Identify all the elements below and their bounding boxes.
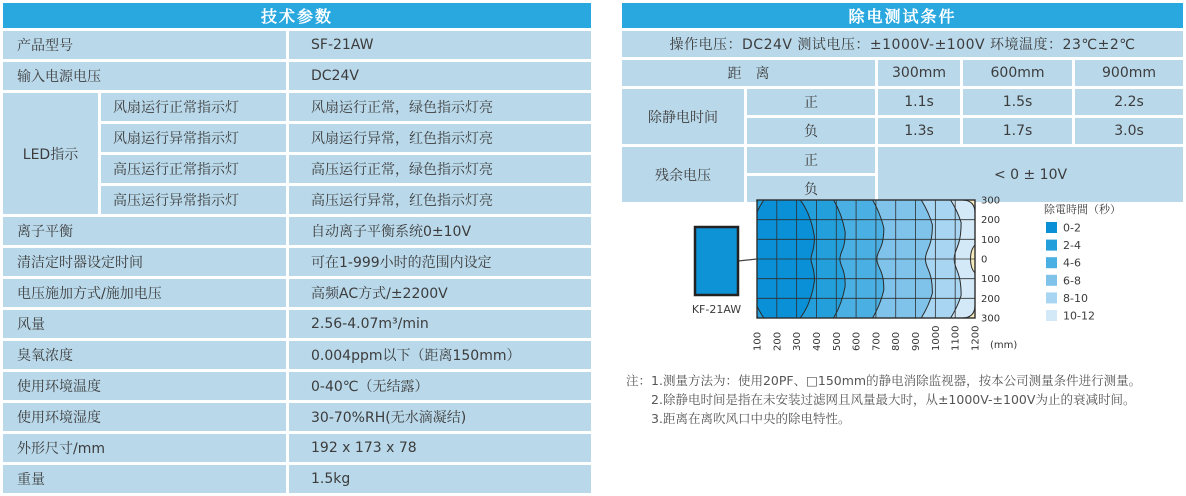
- x-tick-label: 700: [871, 331, 883, 351]
- param-value: 可在1-999小时的范围内设定: [289, 248, 591, 276]
- param-label: 电压施加方式/施加电压: [3, 279, 286, 307]
- distance-header-row: [622, 60, 1183, 86]
- legend-swatch-6-8: [1046, 275, 1057, 286]
- param-value: 0.004ppm以下（距离150mm）: [289, 341, 591, 369]
- notes-prefix: 注：: [626, 373, 652, 388]
- legend-label-6-8: 6-8: [1063, 274, 1081, 288]
- param-value: 高频AC方式/±2200V: [289, 279, 591, 307]
- note-line: 1.测量方法为：使用20PF、□150mm的静电消除监视器，按本公司测量条件进行测量。: [651, 373, 1142, 388]
- x-tick-label: 600: [851, 331, 863, 351]
- x-tick-label: 1000: [930, 325, 942, 351]
- time-pos-900: 2.2s: [1075, 89, 1183, 115]
- distance-label: 距 离: [622, 60, 875, 86]
- time-pos-600: 1.5s: [963, 89, 1072, 115]
- y-tick-label: 200: [981, 215, 1001, 227]
- x-tick-label: 100: [752, 331, 764, 351]
- legend-label-4-6: 4-6: [1063, 256, 1081, 270]
- legend-label-0-2: 0-2: [1063, 221, 1081, 235]
- x-tick-label: 300: [792, 331, 804, 351]
- param-value: 自动离子平衡系统0±10V: [289, 217, 591, 245]
- discharge-test-table: [619, 0, 1186, 205]
- spec-row: [3, 248, 591, 276]
- residual-polarity-negative: 负: [747, 176, 875, 202]
- discharge-time-label: 除静电时间: [622, 89, 744, 144]
- spec-row: [3, 217, 591, 245]
- param-group-label: LED指示: [3, 93, 98, 214]
- note-line: 3.距离在离吹风口中央的除电特性。: [651, 411, 851, 426]
- notes-lines: [651, 371, 1182, 428]
- legend-swatch-10-12: [1046, 310, 1057, 321]
- spec-row: [3, 403, 591, 431]
- param-value: 风扇运行异常，红色指示灯亮: [289, 124, 591, 152]
- y-tick-label: 300: [981, 195, 1001, 207]
- note-line: 2.除静电时间是指在未安装过滤网且风量最大时，从±1000V-±100V为止的衰减时间。: [651, 392, 1136, 407]
- spec-row: [3, 372, 591, 400]
- param-value: 0-40℃（无结露）: [289, 372, 591, 400]
- legend-swatch-4-6: [1046, 257, 1057, 268]
- spec-row: [3, 434, 591, 462]
- x-tick-label: 500: [831, 331, 843, 351]
- param-value: 30-70%RH(无水滴凝结): [289, 403, 591, 431]
- y-tick-label: 200: [981, 293, 1001, 305]
- param-label: 臭氧浓度: [3, 341, 286, 369]
- param-label: 重量: [3, 465, 286, 493]
- param-value: DC24V: [289, 62, 591, 90]
- param-sublabel: 高压运行正常指示灯: [101, 155, 286, 183]
- spec-row: [3, 279, 591, 307]
- time-neg-600: 1.7s: [963, 118, 1072, 144]
- param-label: 使用环境湿度: [3, 403, 286, 431]
- param-label: 使用环境温度: [3, 372, 286, 400]
- x-tick-label: 200: [772, 331, 784, 351]
- y-tick-label: 300: [981, 313, 1001, 325]
- distance-600: 600mm: [963, 60, 1072, 86]
- time-pos-300: 1.1s: [878, 89, 960, 115]
- param-label: 清洁定时器设定时间: [3, 248, 286, 276]
- x-axis-unit: (mm): [990, 340, 1018, 351]
- right-table-title: 除电测试条件: [622, 3, 1183, 28]
- legend-swatch-0-2: [1046, 222, 1057, 233]
- legend-label-8-10: 8-10: [1063, 291, 1088, 305]
- legend-swatch-8-10: [1046, 292, 1057, 303]
- spec-row: [3, 31, 591, 59]
- param-value: 风扇运行正常，绿色指示灯亮: [289, 93, 591, 121]
- polarity-negative: 负: [747, 118, 875, 144]
- polarity-positive: 正: [747, 89, 875, 115]
- y-tick-label: 100: [981, 234, 1001, 246]
- time-neg-300: 1.3s: [878, 118, 960, 144]
- x-tick-label: 900: [911, 331, 923, 351]
- param-value: 1.5kg: [289, 465, 591, 493]
- legend-title: 除電時間（秒）: [1044, 203, 1121, 216]
- device-connector-line: [738, 259, 757, 261]
- distance-900: 900mm: [1075, 60, 1183, 86]
- x-tick-label: 800: [891, 331, 903, 351]
- param-sublabel: 风扇运行异常指示灯: [101, 124, 286, 152]
- y-tick-label: 0: [981, 254, 988, 266]
- param-label: 产品型号: [3, 31, 286, 59]
- x-tick-label: 1100: [950, 325, 962, 351]
- left-table-title: 技术参数: [3, 3, 591, 28]
- param-label: 风量: [3, 310, 286, 338]
- param-value: SF-21AW: [289, 31, 591, 59]
- legend-swatch-2-4: [1046, 240, 1057, 251]
- test-conditions: 操作电压：DC24V 测试电压：±1000V-±100V 环境温度：23℃±2℃: [622, 31, 1183, 57]
- spec-row: [3, 465, 591, 493]
- param-label: 外形尺寸/mm: [3, 434, 286, 462]
- discharge-time-positive-row: [622, 89, 1183, 115]
- residual-voltage-label: 残余电压: [622, 147, 744, 202]
- param-sublabel: 风扇运行正常指示灯: [101, 93, 286, 121]
- residual-voltage-value: < 0 ± 10V: [878, 147, 1183, 202]
- param-value: 2.56-4.07m³/min: [289, 310, 591, 338]
- spec-row: [3, 310, 591, 338]
- param-label: 离子平衡: [3, 217, 286, 245]
- spec-row: [3, 62, 591, 90]
- device-label: KF-21AW: [691, 303, 742, 316]
- param-label: 输入电源电压: [3, 62, 286, 90]
- discharge-time-contour-chart: [620, 196, 1185, 368]
- residual-polarity-positive: 正: [747, 147, 875, 173]
- time-neg-900: 3.0s: [1075, 118, 1183, 144]
- residual-voltage-positive-row: [622, 147, 1183, 173]
- spec-row: [3, 341, 591, 369]
- y-tick-label: 100: [981, 274, 1001, 286]
- param-value: 192 x 173 x 78: [289, 434, 591, 462]
- x-tick-label: 1200: [970, 325, 982, 351]
- param-value: 高压运行异常，红色指示灯亮: [289, 186, 591, 214]
- footnotes: [626, 371, 1182, 428]
- param-sublabel: 高压运行异常指示灯: [101, 186, 286, 214]
- param-value: 高压运行正常，绿色指示灯亮: [289, 155, 591, 183]
- legend-label-2-4: 2-4: [1063, 239, 1081, 253]
- x-tick-label: 400: [811, 331, 823, 351]
- distance-300: 300mm: [878, 60, 960, 86]
- ionizer-device-shape: [695, 227, 738, 295]
- legend-label-10-12: 10-12: [1063, 309, 1095, 323]
- spec-row: [3, 93, 591, 121]
